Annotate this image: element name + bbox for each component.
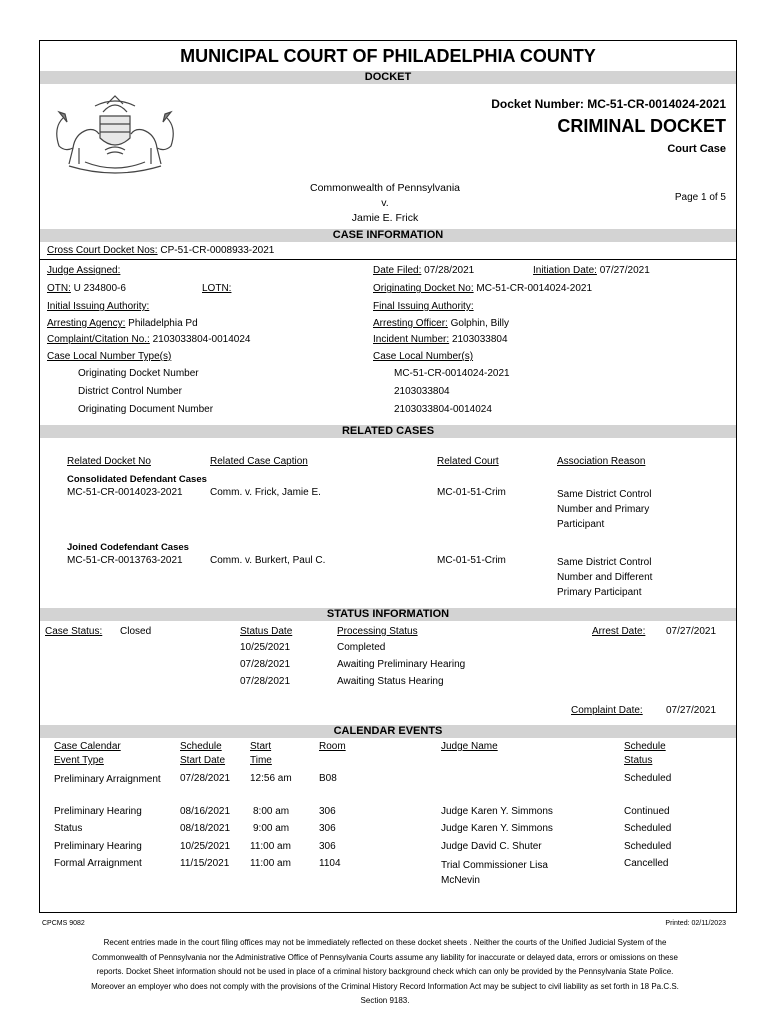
event-room: 306 <box>319 823 336 834</box>
incident-number-value: 2103033804 <box>451 334 508 345</box>
event-time: 11:00 am <box>250 858 291 869</box>
event-judge: Judge David C. Shuter <box>441 841 542 852</box>
arrest-date-label: Arrest Date: <box>592 626 646 637</box>
related-caption: Comm. v. Burkert, Paul C. <box>210 555 326 566</box>
col-room: Room <box>319 741 346 752</box>
event-date: 08/18/2021 <box>180 823 231 834</box>
local-number-label: Case Local Number(s) <box>373 351 474 362</box>
local-number-type-label: Case Local Number Type(s) <box>47 351 172 362</box>
arresting-agency-value: Philadelphia Pd <box>128 318 198 329</box>
local-number-value: 2103033804-0014024 <box>394 404 492 415</box>
incident-number-row <box>373 333 508 346</box>
col-schedule-start-date-2: Start Date <box>180 755 226 766</box>
printed-date: Printed: 02/11/2023 <box>665 920 726 927</box>
initiation-date-value: 07/27/2021 <box>599 265 650 276</box>
event-status: Cancelled <box>624 858 669 869</box>
status-row-status: Awaiting Status Hearing <box>337 676 444 687</box>
otn-label: OTN: <box>47 283 71 294</box>
arresting-officer-value: Golphin, Billy <box>450 318 509 329</box>
initial-issuing-label: Initial Issuing Authority: <box>47 301 150 312</box>
date-filed-row <box>373 264 474 277</box>
col-related-caption: Related Case Caption <box>210 456 308 467</box>
calendar-heading: CALENDAR EVENTS <box>333 725 443 737</box>
date-filed-value: 07/28/2021 <box>424 265 475 276</box>
local-number-value: MC-51-CR-0014024-2021 <box>394 368 510 379</box>
status-row-date: 10/25/2021 <box>240 642 291 653</box>
col-related-docket: Related Docket No <box>67 456 151 467</box>
cross-court-label: Cross Court Docket Nos: <box>47 245 158 256</box>
related-group-title: Consolidated Defendant Cases <box>67 474 207 485</box>
case-status-value: Closed <box>120 626 152 637</box>
event-date: 07/28/2021 <box>180 773 231 784</box>
originating-docket-row <box>373 282 592 295</box>
event-judge: Trial Commissioner Lisa McNevin <box>441 860 548 886</box>
related-cases-heading: RELATED CASES <box>341 425 435 437</box>
event-judge: Judge Karen Y. Simmons <box>441 806 553 817</box>
event-status: Scheduled <box>624 773 672 784</box>
cross-court-value: CP-51-CR-0008933-2021 <box>160 245 275 256</box>
complaint-citation-value: 2103033804-0014024 <box>152 334 251 345</box>
initiation-date-row <box>533 264 650 277</box>
caption-line1: Commonwealth of Pennsylvania <box>310 182 460 194</box>
status-row-date: 07/28/2021 <box>240 659 291 670</box>
complaint-date-label: Complaint Date: <box>571 705 643 716</box>
status-row-status: Completed <box>337 642 386 653</box>
status-date-label: Status Date <box>240 626 293 637</box>
event-date: 11/15/2021 <box>180 858 230 869</box>
arresting-agency-label: Arresting Agency: <box>47 318 126 329</box>
processing-status-label: Processing Status <box>337 626 418 637</box>
otn-value: U 234800-6 <box>73 283 126 294</box>
originating-docket-value: MC-51-CR-0014024-2021 <box>476 283 593 294</box>
event-room: B08 <box>319 773 337 784</box>
event-time: 11:00 am <box>250 841 291 852</box>
arresting-officer-label: Arresting Officer: <box>373 318 448 329</box>
status-info-heading: STATUS INFORMATION <box>326 608 450 620</box>
caption-line3: Jamie E. Frick <box>351 212 419 224</box>
arresting-officer-row <box>373 317 509 330</box>
arrest-date-value: 07/27/2021 <box>666 626 717 637</box>
event-type: Preliminary Arraignment <box>54 774 161 785</box>
initiation-date-label: Initiation Date: <box>533 265 597 276</box>
local-number-type: District Control Number <box>78 386 182 397</box>
case-status-row <box>45 625 102 638</box>
event-status: Scheduled <box>624 841 672 852</box>
case-info-heading: CASE INFORMATION <box>332 229 444 241</box>
related-court: MC-01-51-Crim <box>437 555 506 566</box>
local-number-type: Originating Docket Number <box>78 368 199 379</box>
event-date: 08/16/2021 <box>180 806 231 817</box>
related-docket: MC-51-CR-0013763-2021 <box>67 555 183 566</box>
court-title: MUNICIPAL COURT OF PHILADELPHIA COUNTY <box>180 46 596 66</box>
originating-docket-label: Originating Docket No: <box>373 283 474 294</box>
col-event-type-2: Event Type <box>54 755 104 766</box>
col-association-reason: Association Reason <box>557 456 646 467</box>
docket-type: CRIMINAL DOCKET <box>557 116 726 136</box>
status-row-status: Awaiting Preliminary Hearing <box>337 659 466 670</box>
docket-number: Docket Number: MC-51-CR-0014024-2021 <box>491 97 726 111</box>
col-event-type: Case Calendar <box>54 741 121 752</box>
complaint-date-value: 07/27/2021 <box>666 705 717 716</box>
event-status: Scheduled <box>624 823 672 834</box>
association-reason: Same District Control Number and Primary Participant <box>557 489 652 530</box>
page-indicator: Page 1 of 5 <box>674 192 726 203</box>
related-group-title: Joined Codefendant Cases <box>67 542 189 553</box>
final-issuing-label: Final Issuing Authority: <box>373 301 474 312</box>
event-room: 306 <box>319 806 336 817</box>
complaint-citation-row <box>47 333 251 346</box>
related-court: MC-01-51-Crim <box>437 487 506 498</box>
pennsylvania-seal-icon <box>45 92 185 177</box>
otn-row <box>47 282 126 295</box>
event-time: 12:56 am <box>250 773 292 784</box>
lotn-label: LOTN: <box>202 283 232 294</box>
col-start-time: Start <box>250 741 272 752</box>
related-docket: MC-51-CR-0014023-2021 <box>67 487 183 498</box>
local-number-type: Originating Document Number <box>78 404 214 415</box>
event-room: 1104 <box>319 858 341 869</box>
arresting-agency-row <box>47 317 198 330</box>
disclaimer: Recent entries made in the court filing offices may not be immediately reflected on these docket sheets . Neither the courts of the Unified Judicial System of the Commonwealth of Pennsylvania nor the Administrative Office of Pennsylvania Courts assume any liability for inaccurate or delayed data, errors or omissions on these reports. Docket Sheet information should not be used in place of a criminal history background check which can only be provided by the Pennsylvania State Police. Moreover an employer who does not comply with the provisions of the Criminal History Record Information Act may be subject to civil liability as set forth in 18 Pa.C.S. Section 9183. <box>91 938 679 1005</box>
col-schedule-status: Schedule <box>624 741 666 752</box>
date-filed-label: Date Filed: <box>373 265 422 276</box>
event-room: 306 <box>319 841 336 852</box>
event-type: Formal Arraignment <box>54 858 142 869</box>
complaint-citation-label: Complaint/Citation No.: <box>47 334 150 345</box>
caption-line2: v. <box>381 197 389 209</box>
event-type: Preliminary Hearing <box>54 806 142 817</box>
event-type: Status <box>54 823 83 834</box>
local-number-value: 2103033804 <box>394 386 450 397</box>
event-judge: Judge Karen Y. Simmons <box>441 823 553 834</box>
event-status: Continued <box>624 806 670 817</box>
court-case: Court Case <box>667 143 726 155</box>
col-related-court: Related Court <box>437 456 499 467</box>
cross-court-divider <box>40 259 736 260</box>
event-type: Preliminary Hearing <box>54 841 142 852</box>
col-start-time-2: Time <box>250 755 272 766</box>
docket-bar-label: DOCKET <box>364 71 412 83</box>
event-time: 8:00 am <box>253 806 290 817</box>
incident-number-label: Incident Number: <box>373 334 450 345</box>
event-date: 10/25/2021 <box>180 841 231 852</box>
judge-assigned-label: Judge Assigned: <box>47 265 121 276</box>
col-schedule-status-2: Status <box>624 755 653 766</box>
case-status-label: Case Status: <box>45 626 103 637</box>
related-caption: Comm. v. Frick, Jamie E. <box>210 487 321 498</box>
status-row-date: 07/28/2021 <box>240 676 291 687</box>
form-id: CPCMS 9082 <box>42 920 85 927</box>
col-judge-name: Judge Name <box>441 741 498 752</box>
cross-court-row <box>47 244 274 257</box>
col-schedule-start-date: Schedule <box>180 741 222 752</box>
event-time: 9:00 am <box>253 823 290 834</box>
association-reason: Same District Control Number and Different Primary Participant <box>557 557 653 598</box>
